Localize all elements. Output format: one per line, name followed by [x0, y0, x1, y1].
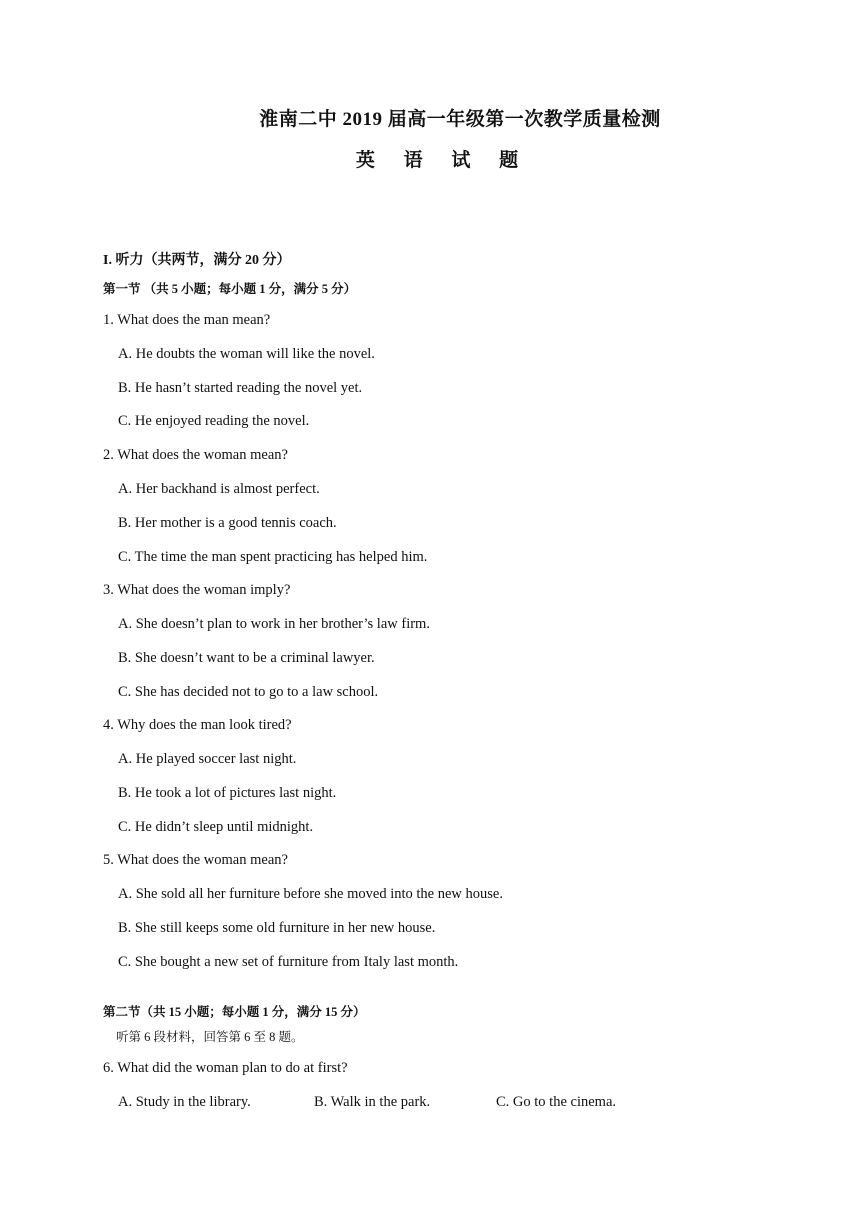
q5-option-c: C. She bought a new set of furniture from Italy last month.: [118, 954, 459, 970]
q3-option-c: C. She has decided not to go to a law school.: [118, 684, 379, 700]
q3-option-b: B. She doesn’t want to be a criminal lawyer.: [118, 650, 375, 666]
q6-option-c: C. Go to the cinema.: [496, 1094, 617, 1110]
question-1: 1. What does the man mean?: [103, 312, 271, 328]
q6-option-b: B. Walk in the park.: [314, 1094, 431, 1110]
section2-heading: 第二节（共 15 小题；每小题 1 分，满分 15 分）: [103, 1005, 366, 1019]
q5-option-b: B. She still keeps some old furniture in her new house.: [118, 920, 436, 936]
question-4: 4. Why does the man look tired?: [103, 717, 292, 733]
q2-option-a: A. Her backhand is almost perfect.: [118, 481, 320, 497]
section2-instruction: 听第 6 段材料，回答第 6 至 8 题。: [116, 1030, 304, 1044]
q4-option-b: B. He took a lot of pictures last night.: [118, 785, 337, 801]
q5-option-a: A. She sold all her furniture before she moved into the new house.: [118, 886, 503, 902]
section1-heading: 第一节 （共 5 小题；每小题 1 分，满分 5 分）: [103, 282, 357, 296]
q1-option-c: C. He enjoyed reading the novel.: [118, 413, 310, 429]
q2-option-c: C. The time the man spent practicing has helped him.: [118, 549, 428, 565]
q1-option-a: A. He doubts the woman will like the novel.: [118, 346, 375, 362]
q4-option-a: A. He played soccer last night.: [118, 751, 297, 767]
question-5: 5. What does the woman mean?: [103, 852, 288, 868]
q2-option-b: B. Her mother is a good tennis coach.: [118, 515, 337, 531]
q6-option-a: A. Study in the library.: [118, 1094, 251, 1110]
question-6: 6. What did the woman plan to do at first?: [103, 1060, 348, 1076]
question-3: 3. What does the woman imply?: [103, 582, 291, 598]
subject-title: 英 语 试 题: [355, 150, 531, 171]
exam-title: 淮南二中 2019 届高一年级第一次教学质量检测: [259, 109, 661, 130]
q4-option-c: C. He didn’t sleep until midnight.: [118, 819, 314, 835]
q1-option-b: B. He hasn’t started reading the novel yet.: [118, 380, 363, 396]
part1-heading: I. 听力（共两节，满分 20 分）: [103, 253, 291, 268]
q3-option-a: A. She doesn’t plan to work in her brother’s law firm.: [118, 616, 430, 632]
question-2: 2. What does the woman mean?: [103, 447, 288, 463]
